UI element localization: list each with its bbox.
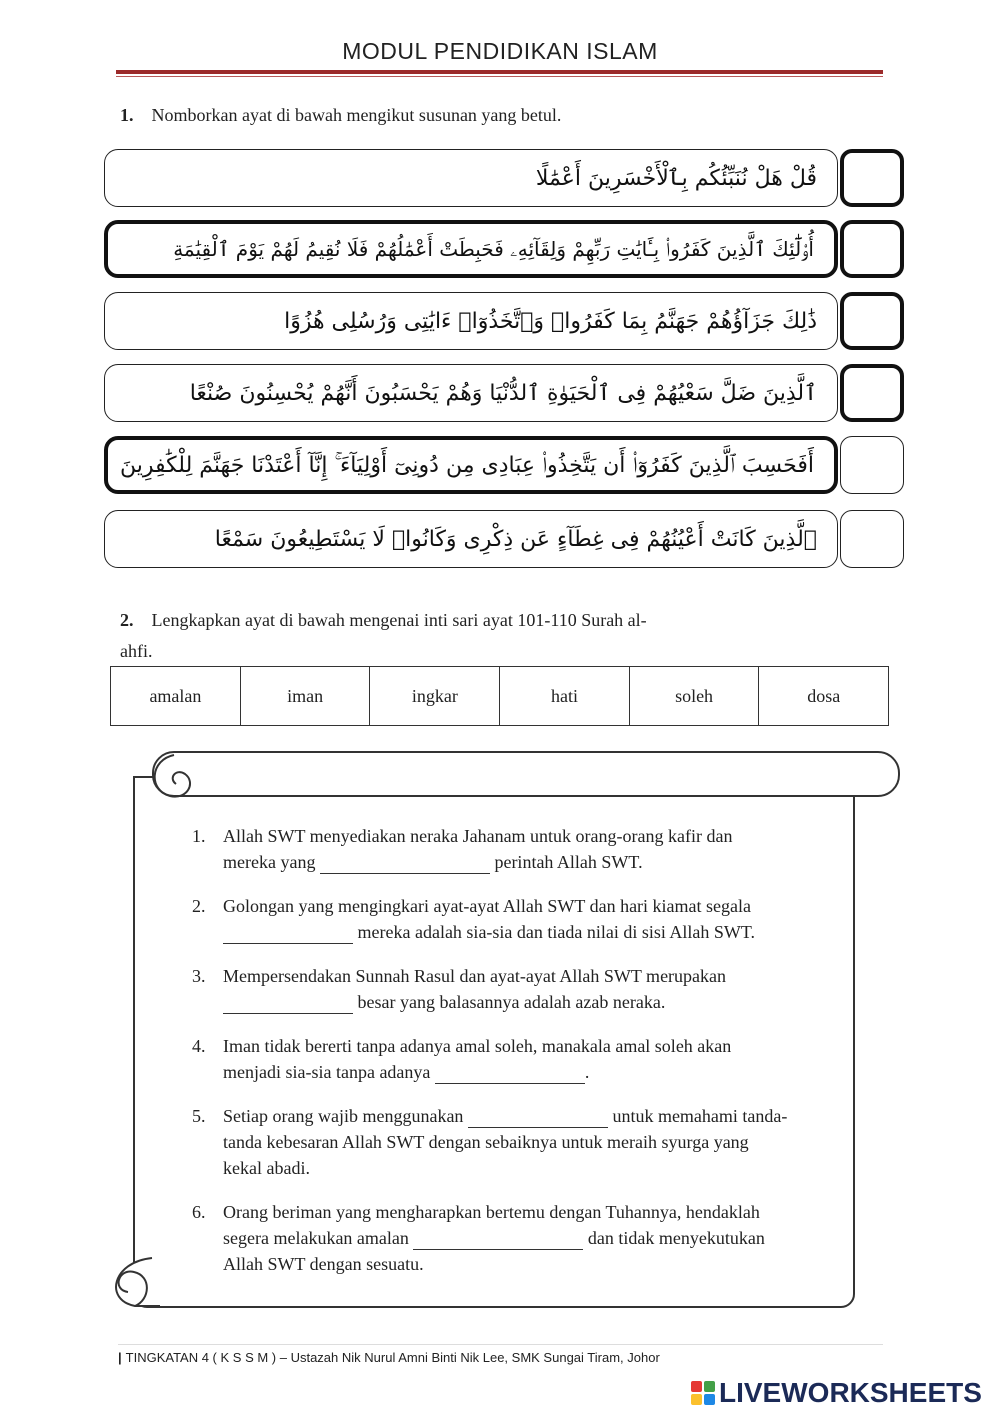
- fill-item-3: [192, 963, 842, 1015]
- ayah-order-input-2[interactable]: [851, 231, 899, 271]
- fill-item-2: [192, 893, 842, 945]
- ayah-box-4: [104, 364, 838, 422]
- answer-box-4: [840, 364, 904, 422]
- header-rule-thin: [116, 76, 883, 77]
- logo-text: LIVEWORKSHEETS: [719, 1377, 982, 1408]
- blank-input-4[interactable]: [435, 1065, 585, 1084]
- ayah-order-input-5[interactable]: [848, 444, 896, 484]
- fill-item-5: [192, 1103, 842, 1181]
- fill-item-6: [192, 1199, 842, 1277]
- liveworksheets-logo: [690, 1378, 982, 1408]
- fill-item-4: [192, 1033, 842, 1085]
- ayah-text: أَفَحَسِبَ ٱلَّذِينَ كَفَرُوٓا۟ أَن يَتَّخِذُوا۟ عِبَادِى مِن دُونِىٓ أَوْلِيَآءَ ۚ إِنَّآ أَعْتَدْنَا جَهَنَّمَ لِلْكَٰفِرِينَ: [120, 452, 814, 478]
- footer-bar: |: [118, 1350, 122, 1365]
- ayah-text: ذَٰلِكَ جَزَآؤُهُمْ جَهَنَّمُ بِمَا كَفَرُوا۟ وَٱتَّخَذُوٓا۟ ءَايَٰتِى وَرُسُلِى هُزُوًا: [284, 308, 817, 334]
- ayah-text: قُلْ هَلْ نُنَبِّئُكُم بِٱلْأَخْسَرِينَ أَعْمَٰلًا: [535, 165, 817, 191]
- footer: [118, 1350, 660, 1365]
- blank-input-2[interactable]: [223, 925, 353, 944]
- fill-item-number: 2.: [192, 896, 206, 916]
- fill-text: mereka yang: [223, 852, 316, 872]
- fill-item-number: 5.: [192, 1106, 206, 1126]
- blank-input-5[interactable]: [468, 1109, 608, 1128]
- answer-box-6: [840, 510, 904, 568]
- fill-item-number: 1.: [192, 826, 206, 846]
- question-1-title: [120, 105, 561, 126]
- answer-box-3: [840, 292, 904, 350]
- fill-text: kekal abadi.: [223, 1158, 310, 1178]
- blank-input-6[interactable]: [413, 1231, 583, 1250]
- answer-box-2: [840, 220, 904, 278]
- fill-text: .: [584, 1062, 590, 1082]
- word-bank-item: ingkar: [370, 667, 500, 726]
- fill-text: perintah Allah SWT.: [494, 852, 643, 872]
- fill-item-1: [192, 823, 842, 875]
- question-2-number: 2.: [120, 610, 134, 630]
- word-bank-item: hati: [500, 667, 629, 726]
- question-2-text-line2: ahfi.: [120, 641, 153, 661]
- fill-item-number: 3.: [192, 966, 206, 986]
- fill-text: menjadi sia-sia tanpa adanya: [223, 1062, 431, 1082]
- ayah-text: ٱلَّذِينَ كَانَتْ أَعْيُنُهُمْ فِى غِطَآءٍ عَن ذِكْرِى وَكَانُوا۟ لَا يَسْتَطِيعُونَ سَمْعًا: [214, 526, 817, 552]
- word-bank-item: dosa: [759, 667, 889, 726]
- ayah-text: أُو۟لَٰٓئِكَ ٱلَّذِينَ كَفَرُوا۟ بِـَٔايَٰتِ رَبِّهِمْ وَلِقَآئِهِۦ فَحَبِطَتْ أَعْمَٰلُهُمْ فَلَا نُقِيمُ لَهُمْ يَوْمَ ٱلْقِيَٰمَةِ: [173, 237, 814, 261]
- fill-text: tanda kebesaran Allah SWT dengan sebaiknya untuk meraih syurga yang: [223, 1132, 749, 1152]
- ayah-box-1: [104, 149, 838, 207]
- word-bank-item: soleh: [629, 667, 759, 726]
- blank-input-1[interactable]: [320, 855, 490, 874]
- answer-box-5: [840, 436, 904, 494]
- ayah-box-3: [104, 292, 838, 350]
- liveworksheets-logo-icon: [690, 1380, 716, 1406]
- fill-text: dan tidak menyekutukan: [587, 1228, 765, 1248]
- word-bank-item: amalan: [111, 667, 241, 726]
- ayah-box-5: [104, 436, 838, 494]
- scroll-top-roll: [152, 751, 900, 797]
- question-1-text: Nomborkan ayat di bawah mengikut susunan yang betul.: [151, 105, 562, 125]
- ayah-order-input-3[interactable]: [851, 303, 899, 343]
- word-bank: [110, 666, 889, 726]
- ayah-order-input-4[interactable]: [851, 375, 899, 415]
- ayah-box-2: [104, 220, 838, 278]
- footer-text: TINGKATAN 4 ( K S S M ) – Ustazah Nik Nurul Amni Binti Nik Lee, SMK Sungai Tiram, Johor: [125, 1350, 660, 1365]
- ayah-box-6: [104, 510, 838, 568]
- fill-text: Iman tidak bererti tanpa adanya amal soleh, manakala amal soleh akan: [223, 1036, 732, 1056]
- blank-input-3[interactable]: [223, 995, 353, 1014]
- fill-text: Mempersendakan Sunnah Rasul dan ayat-ayat Allah SWT merupakan: [223, 966, 727, 986]
- fill-text: Orang beriman yang mengharapkan bertemu dengan Tuhannya, hendaklah: [223, 1202, 760, 1222]
- fill-text: Golongan yang mengingkari ayat-ayat Allah SWT dan hari kiamat segala: [223, 896, 752, 916]
- footer-divider: [118, 1344, 883, 1345]
- fill-text: Allah SWT menyediakan neraka Jahanam untuk orang-orang kafir dan: [223, 826, 733, 846]
- header-rule: [116, 70, 883, 74]
- fill-text: Setiap orang wajib menggunakan: [223, 1106, 464, 1126]
- question-2-text: Lengkapkan ayat di bawah mengenai inti sari ayat 101-110 Surah al-: [151, 610, 647, 630]
- fill-item-number: 4.: [192, 1036, 206, 1056]
- ayah-order-input-1[interactable]: [851, 160, 899, 200]
- word-bank-item: iman: [240, 667, 370, 726]
- ayah-order-input-6[interactable]: [848, 518, 896, 558]
- question-2-title: [120, 610, 647, 631]
- fill-text: segera melakukan amalan: [223, 1228, 409, 1248]
- fill-text: untuk memahami tanda-: [612, 1106, 788, 1126]
- fill-text: Allah SWT dengan sesuatu.: [223, 1254, 424, 1274]
- question-1-number: 1.: [120, 105, 134, 125]
- page-title: MODUL PENDIDIKAN ISLAM: [342, 38, 658, 64]
- fill-item-number: 6.: [192, 1202, 206, 1222]
- fill-text: besar yang balasannya adalah azab neraka.: [357, 992, 666, 1012]
- answer-box-1: [840, 149, 904, 207]
- ayah-text: ٱلَّذِينَ ضَلَّ سَعْيُهُمْ فِى ٱلْحَيَوٰةِ ٱلدُّنْيَا وَهُمْ يَحْسَبُونَ أَنَّهُمْ يُحْسِنُونَ صُنْعًا: [189, 380, 817, 406]
- fill-text: mereka adalah sia-sia dan tiada nilai di sisi Allah SWT.: [357, 922, 756, 942]
